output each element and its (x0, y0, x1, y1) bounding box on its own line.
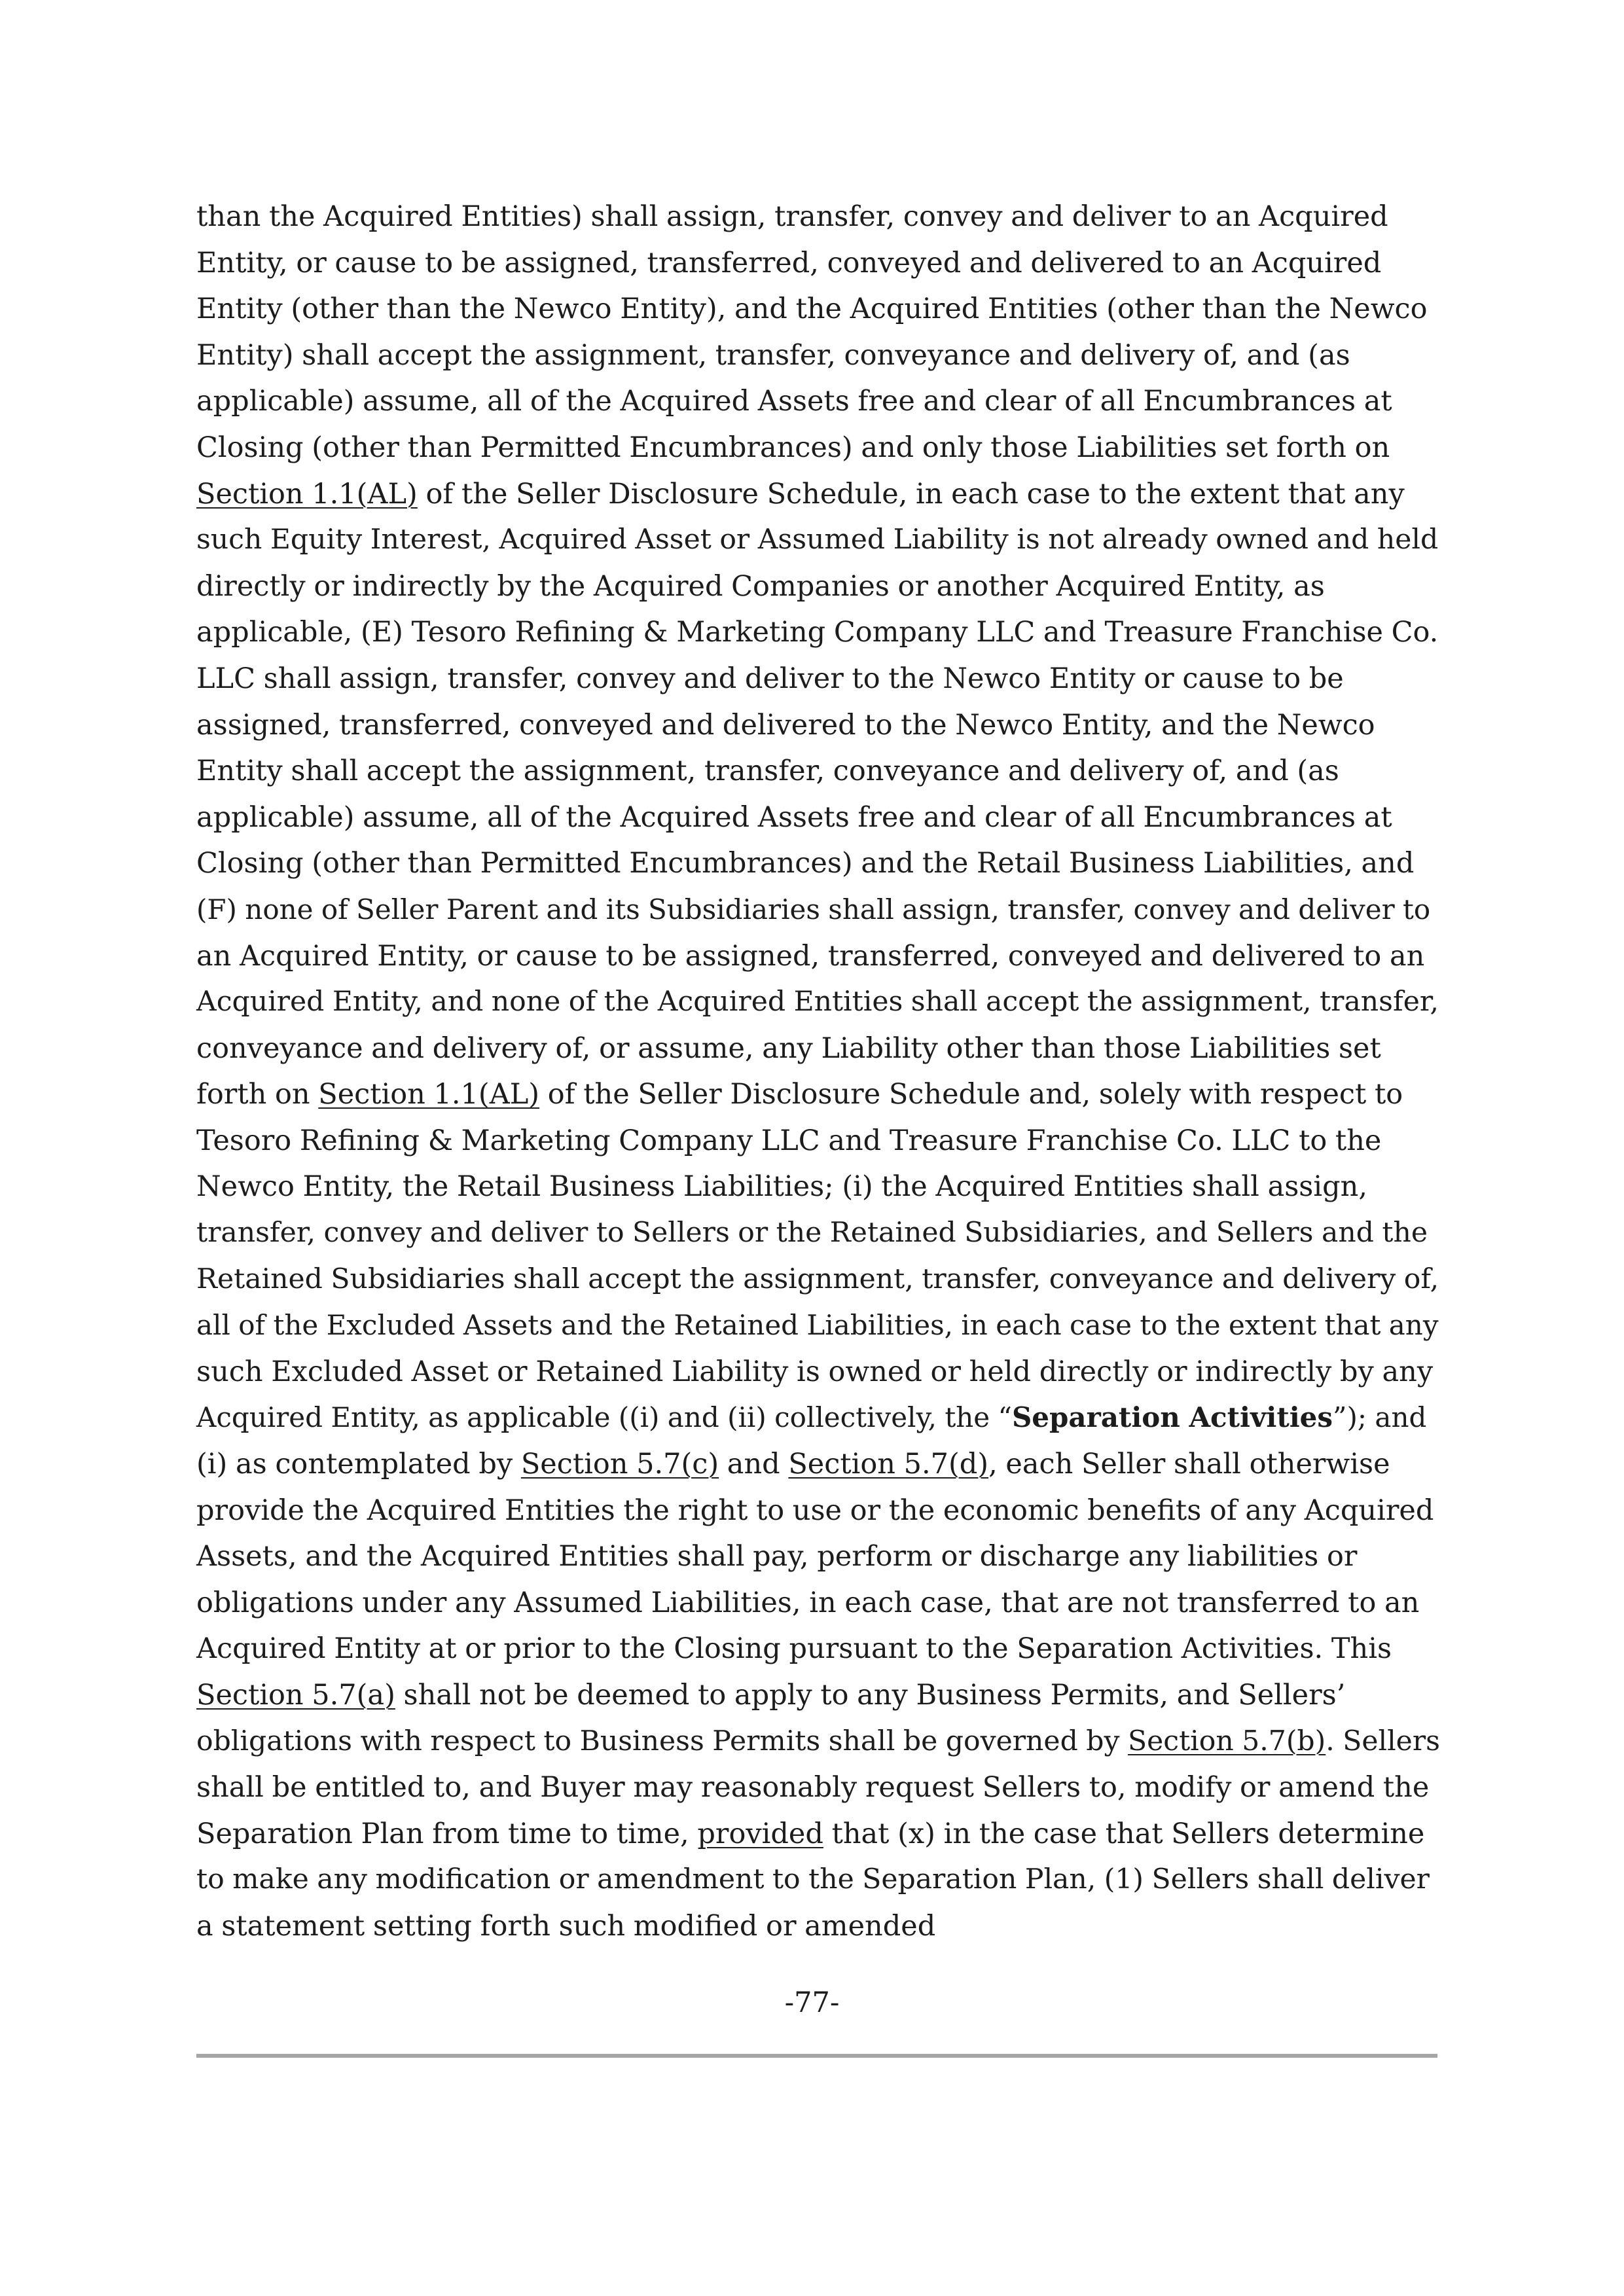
text-line (196, 1903, 1440, 1950)
text-segment: Newco Entity, the Retail Business Liabilities; (i) the Acquired Entities shall assign, (196, 1170, 1367, 1204)
text-line (196, 425, 1440, 471)
text-line (196, 887, 1440, 933)
text-line (196, 979, 1440, 1026)
text-line (196, 702, 1440, 749)
text-line (196, 748, 1440, 795)
text-segment: Entity, or cause to be assigned, transferred, conveyed and delivered to an Acquired (196, 246, 1382, 279)
cross-reference: Section 5.7(a) (196, 1679, 395, 1712)
text-segment: conveyance and delivery of, or assume, any Liability other than those Liabilities set (196, 1031, 1381, 1065)
text-segment: Tesoro Refining & Marketing Company LLC and Treasure Franchise Co. LLC to the (196, 1124, 1382, 1157)
text-segment: Closing (other than Permitted Encumbrances) and the Retail Business Liabilities, and (196, 847, 1415, 880)
text-line (196, 1534, 1440, 1580)
text-line (196, 1210, 1440, 1257)
text-line (196, 1626, 1440, 1672)
defined-term: Separation Activities (1011, 1401, 1333, 1434)
text-segment: (F) none of Seller Parent and its Subsidiaries shall assign, transfer, convey and deliver to (196, 893, 1431, 925)
text-line (196, 1441, 1440, 1488)
text-segment: obligations under any Assumed Liabilities, in each case, that are not transferred to an (196, 1586, 1420, 1619)
text-line (196, 609, 1440, 656)
text-segment: an Acquired Entity, or cause to be assigned, transferred, conveyed and delivered to an (196, 939, 1425, 973)
text-line (196, 795, 1440, 841)
text-line (196, 840, 1440, 887)
text-segment: forth on (196, 1078, 319, 1111)
text-segment: Acquired Entity, as applicable ((i) and (ii) collectively, the “ (196, 1401, 1012, 1434)
footer-rule (196, 2054, 1437, 2058)
text-line (196, 378, 1440, 425)
text-segment: Retained Subsidiaries shall accept the assignment, transfer, conveyance and delivery of, (196, 1263, 1439, 1295)
text-segment: transfer, convey and deliver to Sellers or the Retained Subsidiaries, and Sellers and the (196, 1217, 1428, 1249)
text-segment: applicable) assume, all of the Acquired Assets free and clear of all Encumbrances at (196, 385, 1392, 418)
text-segment: Assets, and the Acquired Entities shall pay, perform or discharge any liabilities or (196, 1540, 1358, 1573)
text-segment: obligations with respect to Business Permits shall be governed by (196, 1725, 1128, 1757)
text-segment: provide the Acquired Entities the right to use or the economic benefits of any Acquired (196, 1494, 1434, 1527)
text-segment: all of the Excluded Assets and the Retained Liabilities, in each case to the extent that any (196, 1309, 1439, 1342)
text-segment: that (x) in the case that Sellers determine (823, 1817, 1425, 1850)
text-segment: Entity (other than the Newco Entity), and the Acquired Entities (other than the Newco (196, 293, 1428, 326)
text-segment: (i) as contemplated by (196, 1448, 521, 1481)
cross-reference: Section 5.7(d) (788, 1448, 989, 1481)
cross-reference: Section 1.1(AL) (196, 477, 418, 511)
text-line (196, 240, 1440, 287)
body-paragraph (196, 194, 1440, 1950)
text-segment: Acquired Entity, and none of the Acquired Entities shall accept the assignment, transfer, (196, 986, 1439, 1018)
text-segment: Entity shall accept the assignment, transfer, conveyance and delivery of, and (as (196, 755, 1339, 788)
text-segment: ”); and (1333, 1401, 1427, 1434)
text-line (196, 1395, 1440, 1441)
cross-reference: Section 5.7(c) (520, 1448, 719, 1481)
text-line (196, 1811, 1440, 1857)
text-segment: of the Seller Disclosure Schedule, in each case to the extent that any (417, 477, 1405, 511)
text-segment: applicable) assume, all of the Acquired Assets free and clear of all Encumbrances at (196, 800, 1392, 834)
text-line (196, 194, 1440, 240)
text-segment: Closing (other than Permitted Encumbrances) and only those Liabilities set forth on (196, 431, 1390, 464)
cross-reference: provided (697, 1817, 823, 1850)
text-line (196, 1026, 1440, 1072)
text-line (196, 1765, 1440, 1811)
text-segment: of the Seller Disclosure Schedule and, solely with respect to (539, 1078, 1403, 1111)
cross-reference: Section 5.7(b) (1128, 1725, 1326, 1757)
text-segment: Separation Plan from time to time, (196, 1817, 698, 1850)
text-segment: assigned, transferred, conveyed and delivered to the Newco Entity, and the Newco (196, 708, 1375, 742)
text-line (196, 517, 1440, 564)
text-segment: LLC shall assign, transfer, convey and deliver to the Newco Entity or cause to be (196, 662, 1344, 695)
text-line (196, 1257, 1440, 1303)
text-segment: such Equity Interest, Acquired Asset or Assumed Liability is not already owned and held (196, 524, 1439, 556)
text-line (196, 1071, 1440, 1118)
text-line (196, 1164, 1440, 1210)
text-segment: . Sellers (1326, 1725, 1440, 1757)
page-number: -77- (784, 1986, 840, 2019)
text-line (196, 1302, 1440, 1349)
text-line (196, 332, 1440, 379)
text-line (196, 1349, 1440, 1395)
text-segment: Acquired Entity at or prior to the Closing pursuant to the Separation Activities. This (196, 1632, 1392, 1666)
text-segment: shall not be deemed to apply to any Business Permits, and Sellers’ (395, 1679, 1346, 1712)
text-line (196, 1118, 1440, 1164)
text-line (196, 1488, 1440, 1534)
text-segment: , each Seller shall otherwise (988, 1448, 1390, 1481)
text-line (196, 1672, 1440, 1719)
text-line (196, 471, 1440, 518)
text-segment: and (719, 1448, 789, 1481)
text-segment: such Excluded Asset or Retained Liability is owned or held directly or indirectly by any (196, 1355, 1434, 1388)
text-line (196, 286, 1440, 332)
cross-reference: Section 1.1(AL) (318, 1078, 540, 1111)
text-segment: applicable, (E) Tesoro Refining & Marketing Company LLC and Treasure Franchise Co. (196, 616, 1439, 649)
text-segment: to make any modification or amendment to the Separation Plan, (1) Sellers shall deliver (196, 1863, 1430, 1896)
text-line (196, 1857, 1440, 1903)
text-segment: shall be entitled to, and Buyer may reasonably request Sellers to, modify or amend the (196, 1771, 1430, 1804)
text-segment: directly or indirectly by the Acquired Companies or another Acquired Entity, as (196, 569, 1325, 603)
text-line (196, 1580, 1440, 1626)
text-segment: Entity) shall accept the assignment, transfer, conveyance and delivery of, and (as (196, 338, 1350, 372)
text-segment: than the Acquired Entities) shall assign, transfer, convey and deliver to an Acquired (196, 200, 1388, 233)
text-line (196, 933, 1440, 980)
text-line (196, 564, 1440, 610)
text-line (196, 656, 1440, 702)
text-line (196, 1719, 1440, 1765)
text-segment: a statement setting forth such modified or amended (196, 1909, 936, 1943)
